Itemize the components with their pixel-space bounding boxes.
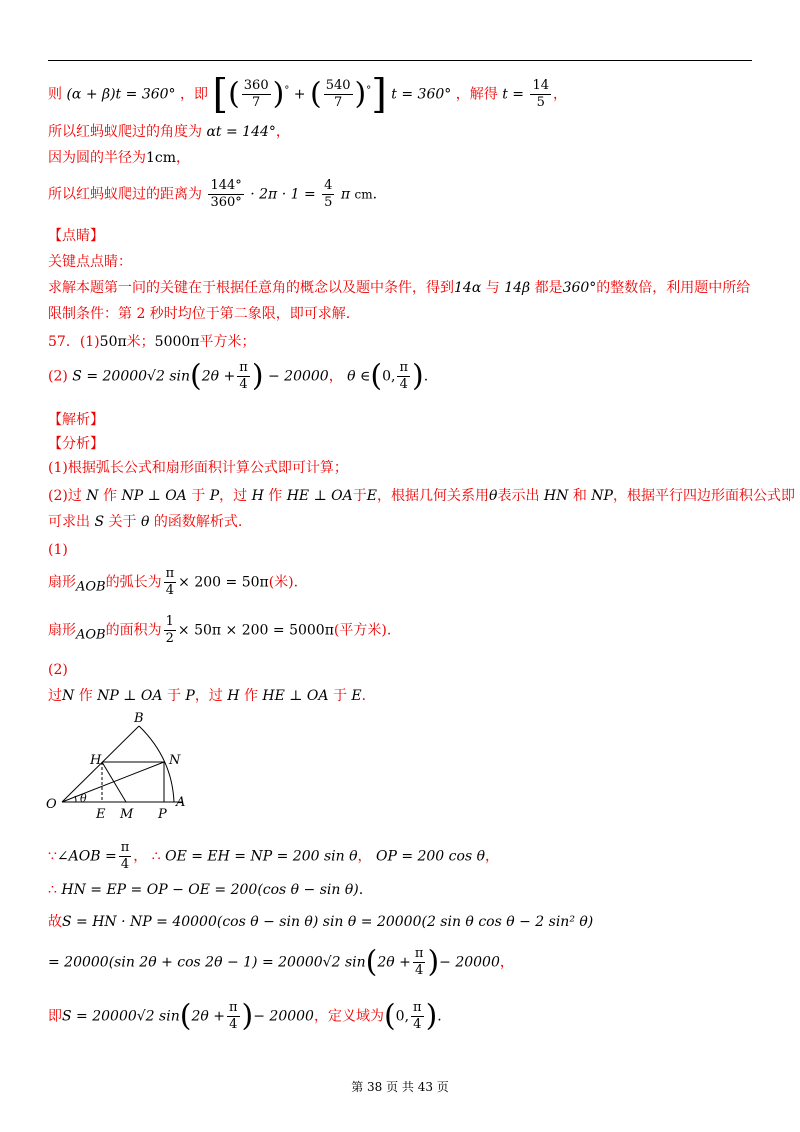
sector-diagram <box>44 708 194 828</box>
fraction-144-360: $\frac{144^\circ}{360^\circ}$ <box>210 178 242 210</box>
unit: cm <box>354 187 373 202</box>
radius-value: 1cm <box>146 150 177 166</box>
area-line: 扇形AOB的面积为 $\frac{1}{2}$ × 50π × 200 = 5000π(平方米). <box>48 614 392 646</box>
header-rule <box>48 60 752 61</box>
label-M: M <box>120 807 134 822</box>
final-answer-line: 即S = 20000√2 sin(2θ + $\frac{\pi}{4}$ )− 20000，定义域为(0, $\frac{\pi}{4}$ ). <box>48 998 442 1034</box>
label-A: A <box>176 795 186 810</box>
answer-57-part2: (2) S = 20000√2 sin(2θ + $\frac{\pi}{4}$ ) − 20000， θ ∈(0, $\frac{\pi}{4}$ ). <box>48 358 429 394</box>
key-point-label: 关键点点睛： <box>48 254 132 270</box>
label-P: P <box>158 807 167 822</box>
text: 所以红蚂蚁爬过的角度为 <box>48 124 202 140</box>
solution-line-4: 所以红蚂蚁爬过的距离为 $\frac{144^\circ}{360^\circ}$ · 2π · 1 = $\frac{4}{5}$ π cm. <box>48 178 378 210</box>
key-point-para-1: 求解本题第一问的关键在于根据任意角的概念以及题中条件，得到14α 与 14β 都是360°的整数倍，利用题中所给 <box>48 280 751 296</box>
answer-57-part1: 57．(1)50π米；5000π平方米； <box>48 334 256 350</box>
analysis-3: 可求出 S 关于 θ 的函数解析式. <box>48 514 243 530</box>
label-E: E <box>96 807 106 822</box>
text: 因为圆的半径为 <box>48 150 146 166</box>
text: 则 <box>48 86 62 103</box>
fraction-14-5: $\frac{14}{5}$ <box>532 78 549 110</box>
solution-line-3: 因为圆的半径为1cm， <box>48 150 191 166</box>
text: 所以红蚂蚁爬过的距离为 <box>48 186 202 203</box>
bracket-open: [ <box>212 71 229 118</box>
formula: (α + β)t = 360° <box>66 86 176 103</box>
section-jiexi: 【解析】 <box>48 412 104 428</box>
solution-line-1: 则 (α + β)t = 360° ，即 [( $\frac{360}{7}$ )° + ( $\frac{540}{7}$ )°] t = 360° ，解得 t = $\frac{14}{5}$ ， <box>48 71 567 118</box>
arc-length-line: 扇形AOB的弧长为 $\frac{\pi}{4}$ × 200 = 50π(米). <box>48 566 299 598</box>
therefore-line: ∴ HN = EP = OP − OE = 200(cos θ − sin θ). <box>48 882 364 898</box>
label-B: B <box>134 711 144 726</box>
analysis-1: (1)根据弧长公式和扇形面积计算公式即可计算； <box>48 460 348 476</box>
label-theta: θ <box>80 792 87 805</box>
text: ，解得 <box>455 86 498 103</box>
analysis-2: (2)过 N 作 NP ⊥ OA 于 P，过 H 作 HE ⊥ OA于E，根据几何关系用θ表示出 HN 和 NP，根据平行四边形面积公式即 <box>48 488 795 504</box>
fraction-4-5: $\frac{4}{5}$ <box>324 178 333 210</box>
label-H: H <box>90 753 102 768</box>
fraction-360-7: $\frac{360}{7}$ <box>243 78 269 110</box>
formula: t = 360° <box>391 86 452 103</box>
key-point-para-2: 限制条件：第 2 秒时均位于第二象限，即可求解. <box>48 306 351 322</box>
segment-HM <box>102 762 126 802</box>
solution-part2-label: (2) <box>48 662 68 678</box>
section-fenxi: 【分析】 <box>48 436 104 452</box>
because-line: ∵∠AOB = $\frac{\pi}{4}$ ， ∴ OE = EH = NP = 200 sin θ， OP = 200 cos θ， <box>48 840 500 872</box>
solution-part1-label: (1) <box>48 542 68 558</box>
text: ，即 <box>180 86 208 103</box>
formula: αt = 144° <box>206 124 276 140</box>
area-formula-line: 故S = HN · NP = 40000(cos θ − sin θ) sin θ = 20000(2 sin θ cos θ − 2 sin² θ) <box>48 914 594 930</box>
area-simplify-line: = 20000(sin 2θ + cos 2θ − 1) = 20000√2 sin(2θ + $\frac{\pi}{4}$ )− 20000， <box>48 944 514 980</box>
solution-line-2: 所以红蚂蚁爬过的角度为 αt = 144°， <box>48 124 290 140</box>
segment-ON <box>62 762 164 802</box>
construction-line: 过N 作 NP ⊥ OA 于 P，过 H 作 HE ⊥ OA 于 E． <box>48 688 376 704</box>
page-footer: 第 38 页 共 43 页 <box>351 1080 449 1094</box>
fraction-540-7: $\frac{540}{7}$ <box>325 78 351 110</box>
label-N: N <box>169 753 181 768</box>
label-O: O <box>46 797 57 812</box>
section-dianjing: 【点睛】 <box>48 228 104 244</box>
